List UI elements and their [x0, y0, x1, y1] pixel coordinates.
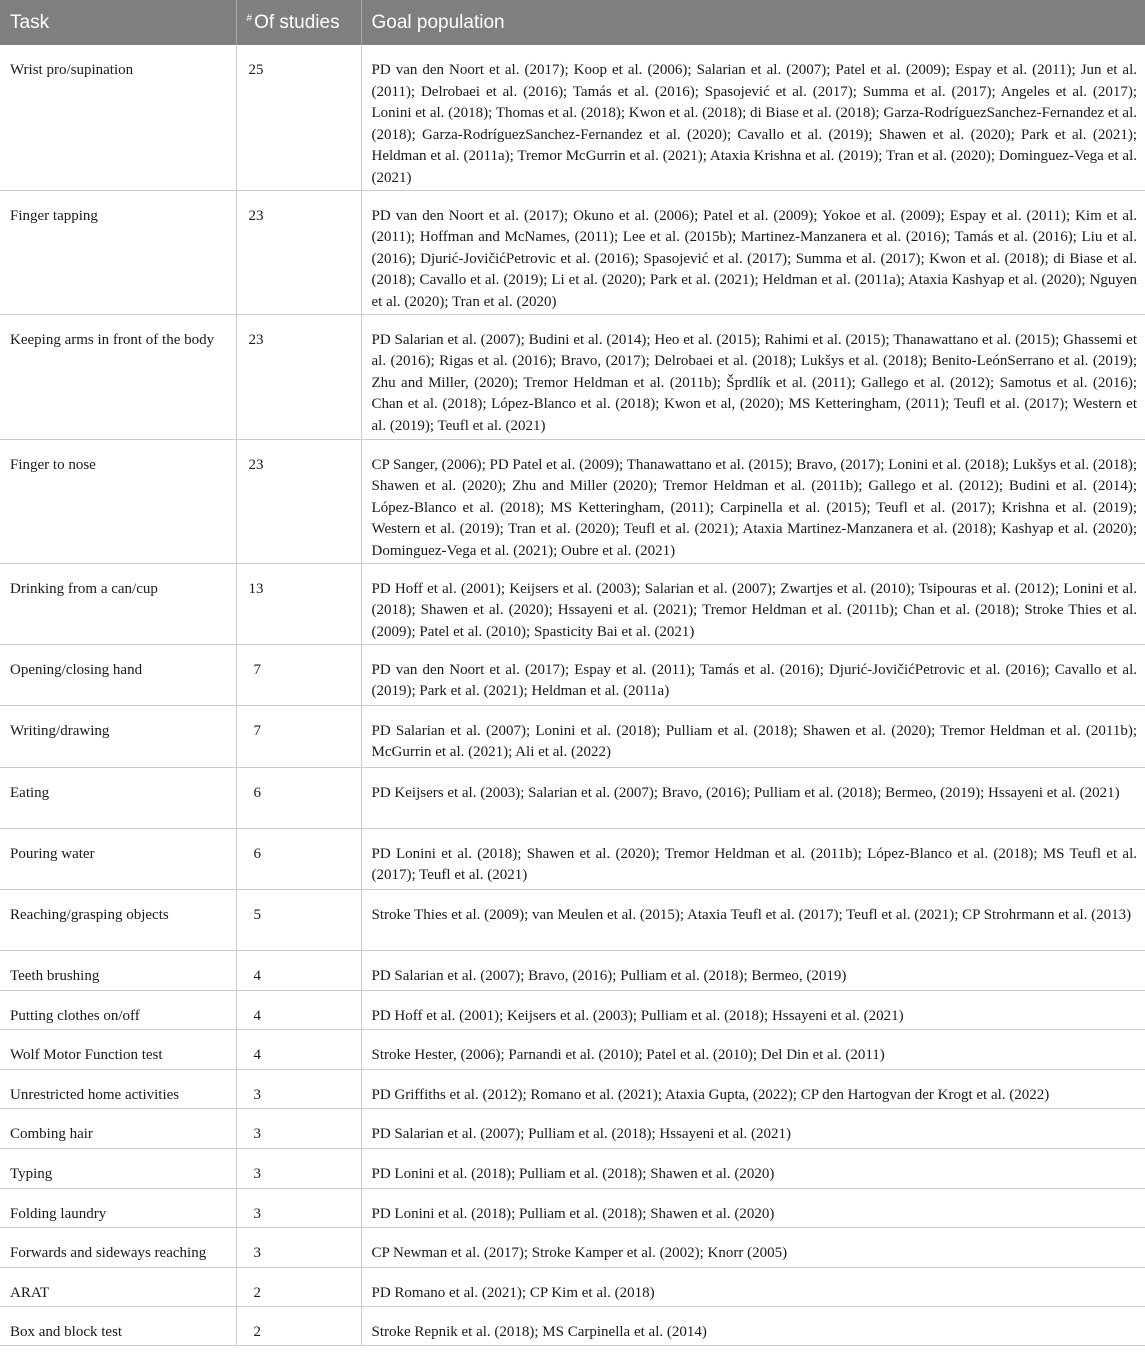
count-cell: 3 — [236, 1148, 361, 1188]
count-cell: 5 — [236, 889, 361, 950]
header-goal: Goal population — [361, 0, 1145, 45]
goal-cell: PD Salarian et al. (2007); Pulliam et al. (2018); Hssayeni et al. (2021) — [361, 1108, 1145, 1148]
table-row — [0, 1148, 1145, 1188]
task-cell: Reaching/grasping objects — [0, 889, 236, 950]
count-cell: 3 — [236, 1227, 361, 1267]
goal-cell: PD van den Noort et al. (2017); Okuno et al. (2006); Patel et al. (2009); Yokoe et al. (2009); Espay et al. (2011); Kim et al. (2011); Hoffman and McNames, (2011); Lee et al. (2015b); Martinez-Manzanera et al. (2016); Tamás et al. (2016); Liu et al. (2016); Djurić-JovičićPetrovic et al. (2016); Spasojević et al. (2017); Summa et al. (2017); Kwon et al. (2018); di Biase et al. (2018); Cavallo et al. (2019); Li et al. (2020); Park et al. (2021); Heldman et al. (2011a); Ataxia Kashyap et al. (2020); Nguyen et al. (2020); Tran et al. (2020) — [361, 190, 1145, 314]
task-cell: Wolf Motor Function test — [0, 1029, 236, 1069]
count-cell: 3 — [236, 1069, 361, 1108]
goal-cell: PD Salarian et al. (2007); Bravo, (2016); Pulliam et al. (2018); Bermeo, (2019) — [361, 950, 1145, 990]
table-row — [0, 314, 1145, 439]
task-cell: Unrestricted home activities — [0, 1069, 236, 1108]
goal-cell: PD van den Noort et al. (2017); Espay et al. (2011); Tamás et al. (2016); Djurić-JovičićPetrovic et al. (2016); Cavallo et al. (2019); Park et al. (2021); Heldman et al. (2011a) — [361, 644, 1145, 705]
count-cell: 4 — [236, 990, 361, 1029]
table-row — [0, 1069, 1145, 1108]
table-row — [0, 644, 1145, 705]
task-cell: Finger tapping — [0, 190, 236, 314]
table-row — [0, 828, 1145, 889]
task-cell: Box and block test — [0, 1306, 236, 1345]
task-cell: Forwards and sideways reaching — [0, 1227, 236, 1267]
task-cell: Drinking from a can/cup — [0, 563, 236, 644]
task-cell: Teeth brushing — [0, 950, 236, 990]
table-row — [0, 1267, 1145, 1306]
goal-cell: PD Salarian et al. (2007); Budini et al. (2014); Heo et al. (2015); Rahimi et al. (2015); Thanawattano et al. (2015); Ghassemi et al. (2016); Rigas et al. (2016); Bravo, (2017); Delrobaei et al. (2018); Lukšys et al. (2018); Benito-LeónSerrano et al. (2019); Zhu and Miller, (2020); Tremor Heldman et al. (2011b); Šprdlík et al. (2011); Gallego et al. (2012); Samotus et al. (2016); Chan et al. (2018); López-Blanco et al. (2018); Kwon et al, (2020); MS Ketteringham, (2011); Teufl et al. (2017); Western et al. (2019); Teufl et al. (2021) — [361, 314, 1145, 439]
header-count — [236, 0, 361, 45]
goal-cell: PD Romano et al. (2021); CP Kim et al. (2018) — [361, 1267, 1145, 1306]
header-count-label: Of studies — [254, 11, 340, 33]
count-cell: 2 — [236, 1267, 361, 1306]
task-cell: Combing hair — [0, 1108, 236, 1148]
goal-cell: PD van den Noort et al. (2017); Koop et al. (2006); Salarian et al. (2007); Patel et al. (2009); Espay et al. (2011); Jun et al. (2011); Delrobaei et al. (2016); Tamás et al. (2016); Spasojević et al. (2017); Summa et al. (2017); Angeles et al. (2017); Lonini et al. (2018); Thomas et al. (2018); Kwon et al. (2018); di Biase et al. (2018); Garza-RodríguezSanchez-Fernandez et al. (2018); Garza-RodríguezSanchez-Fernandez et al. (2020); Cavallo et al. (2019); Shawen et al. (2020); Park et al. (2021); Heldman et al. (2011a); Tremor McGurrin et al. (2021); Ataxia Krishna et al. (2019); Tran et al. (2020); Dominguez-Vega et al. (2021) — [361, 45, 1145, 190]
table-row — [0, 563, 1145, 644]
task-cell: Typing — [0, 1148, 236, 1188]
task-cell: Keeping arms in front of the body — [0, 314, 236, 439]
table-row — [0, 1029, 1145, 1069]
table-row — [0, 439, 1145, 563]
count-cell: 13 — [236, 563, 361, 644]
goal-cell: CP Sanger, (2006); PD Patel et al. (2009); Thanawattano et al. (2015); Bravo, (2017); Lonini et al. (2018); Lukšys et al. (2018); Shawen et al. (2020); Zhu and Miller (2020); Tremor Heldman et al. (2011b); Gallego et al. (2012); Budini et al. (2014); López-Blanco et al. (2018); MS Ketteringham, (2011); Carpinella et al. (2015); Teufl et al. (2017); Krishna et al. (2019); Western et al. (2019); Tran et al. (2020); Teufl et al. (2021); Ataxia Martinez-Manzanera et al. (2018); Kashyap et al. (2020); Dominguez-Vega et al. (2021); Oubre et al. (2021) — [361, 439, 1145, 563]
count-cell: 23 — [236, 314, 361, 439]
count-cell: 6 — [236, 828, 361, 889]
count-cell: 23 — [236, 439, 361, 563]
table-row — [0, 1306, 1145, 1345]
task-cell: Writing/drawing — [0, 705, 236, 767]
task-cell: Opening/closing hand — [0, 644, 236, 705]
goal-cell: PD Salarian et al. (2007); Lonini et al. (2018); Pulliam et al. (2018); Shawen et al. (2020); Tremor Heldman et al. (2011b); McGurrin et al. (2021); Ali et al. (2022) — [361, 705, 1145, 767]
count-cell: 7 — [236, 644, 361, 705]
task-cell: Finger to nose — [0, 439, 236, 563]
goal-cell: PD Lonini et al. (2018); Shawen et al. (2020); Tremor Heldman et al. (2011b); López-Blanco et al. (2018); MS Teufl et al. (2017); Teufl et al. (2021) — [361, 828, 1145, 889]
table-row — [0, 990, 1145, 1029]
count-cell: 6 — [236, 767, 361, 828]
table-row — [0, 1108, 1145, 1148]
task-cell: Wrist pro/supination — [0, 45, 236, 190]
goal-cell: PD Griffiths et al. (2012); Romano et al. (2021); Ataxia Gupta, (2022); CP den Hartogvan der Krogt et al. (2022) — [361, 1069, 1145, 1108]
task-cell: Pouring water — [0, 828, 236, 889]
table-row — [0, 705, 1145, 767]
goal-cell: PD Lonini et al. (2018); Pulliam et al. (2018); Shawen et al. (2020) — [361, 1188, 1145, 1227]
count-cell: 3 — [236, 1188, 361, 1227]
goal-cell: PD Hoff et al. (2001); Keijsers et al. (2003); Pulliam et al. (2018); Hssayeni et al. (2021) — [361, 990, 1145, 1029]
goal-cell: CP Newman et al. (2017); Stroke Kamper et al. (2002); Knorr (2005) — [361, 1227, 1145, 1267]
goal-cell: PD Keijsers et al. (2003); Salarian et al. (2007); Bravo, (2016); Pulliam et al. (2018); Bermeo, (2019); Hssayeni et al. (2021) — [361, 767, 1145, 828]
goal-cell: PD Lonini et al. (2018); Pulliam et al. (2018); Shawen et al. (2020) — [361, 1148, 1145, 1188]
table-row — [0, 889, 1145, 950]
count-cell: 2 — [236, 1306, 361, 1345]
task-cell: Folding laundry — [0, 1188, 236, 1227]
goal-cell: Stroke Hester, (2006); Parnandi et al. (2010); Patel et al. (2010); Del Din et al. (2011) — [361, 1029, 1145, 1069]
count-cell: 4 — [236, 1029, 361, 1069]
goal-cell: PD Hoff et al. (2001); Keijsers et al. (2003); Salarian et al. (2007); Zwartjes et al. (2010); Tsipouras et al. (2012); Lonini et al. (2018); Shawen et al. (2020); Hssayeni et al. (2021); Tremor Heldman et al. (2011b); Chan et al. (2018); Stroke Thies et al. (2009); Patel et al. (2010); Spasticity Bai et al. (2021) — [361, 563, 1145, 644]
count-cell: 3 — [236, 1108, 361, 1148]
table-row — [0, 1227, 1145, 1267]
count-cell: 25 — [236, 45, 361, 190]
header-task: Task — [0, 0, 236, 45]
table-header-row — [0, 0, 1145, 45]
table-row — [0, 45, 1145, 190]
table-row — [0, 767, 1145, 828]
count-cell: 23 — [236, 190, 361, 314]
task-cell: Eating — [0, 767, 236, 828]
task-cell: ARAT — [0, 1267, 236, 1306]
table-row — [0, 1188, 1145, 1227]
task-cell: Putting clothes on/off — [0, 990, 236, 1029]
goal-cell: Stroke Repnik et al. (2018); MS Carpinella et al. (2014) — [361, 1306, 1145, 1345]
table-row — [0, 190, 1145, 314]
table-row — [0, 950, 1145, 990]
count-cell: 4 — [236, 950, 361, 990]
count-cell: 7 — [236, 705, 361, 767]
header-count-mark: # — [246, 12, 253, 24]
goal-cell: Stroke Thies et al. (2009); van Meulen et al. (2015); Ataxia Teufl et al. (2017); Teufl et al. (2021); CP Strohrmann et al. (2013) — [361, 889, 1145, 950]
